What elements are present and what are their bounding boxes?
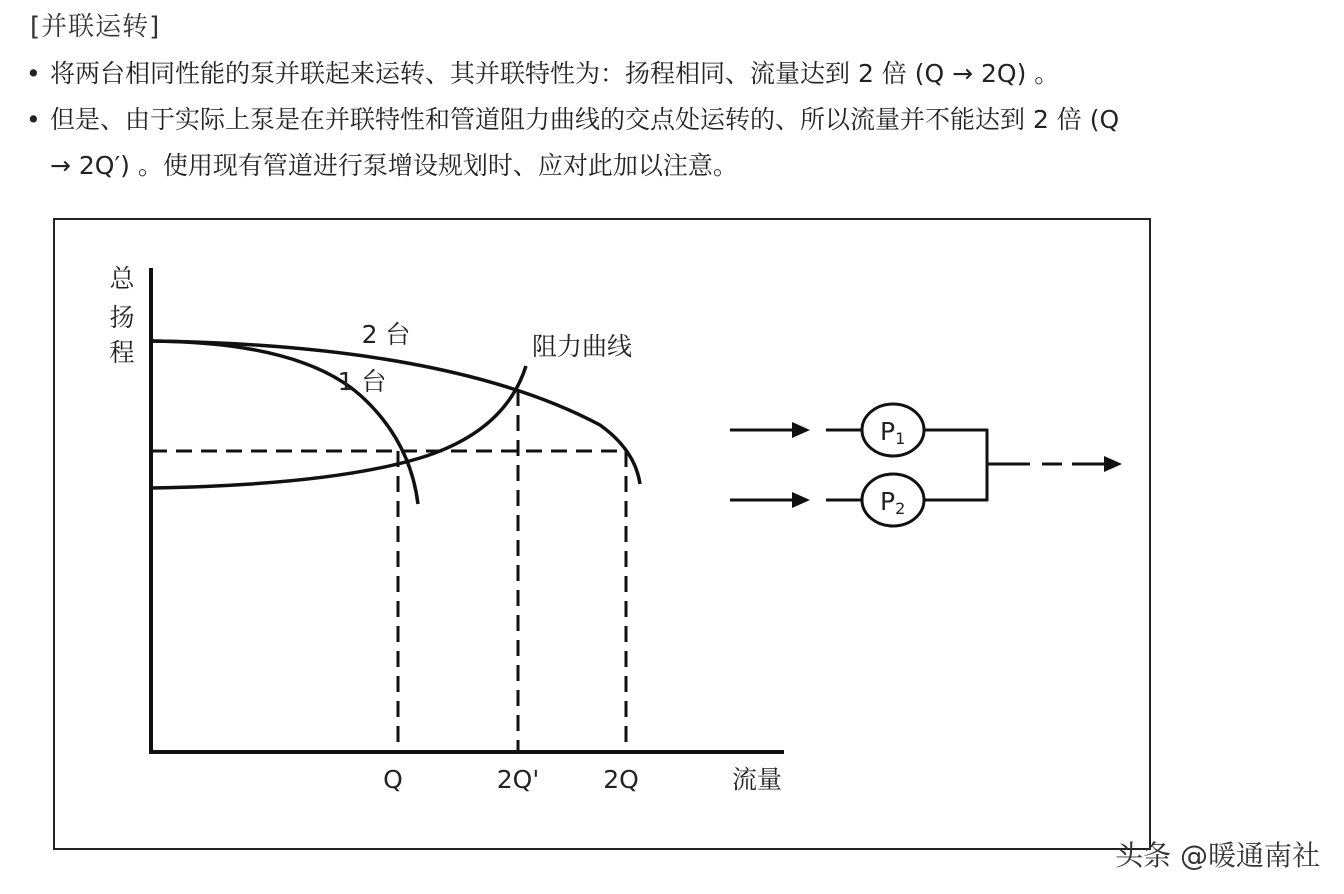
section-title: [并联运转] — [30, 12, 161, 42]
one-pump-curve-label: 1 台 — [337, 367, 387, 396]
y-axis-label-char-2: 扬 — [109, 303, 135, 332]
tick-label-q: Q — [383, 765, 403, 794]
watermark: 头条 @暖通南社 — [1115, 839, 1320, 872]
inlet-arrow-2-icon — [792, 492, 810, 508]
y-axis-label-char-3: 程 — [109, 338, 135, 367]
two-pump-curve — [151, 341, 640, 484]
bullet-dot-icon: • — [26, 105, 41, 134]
tick-label-2q-prime: 2Q' — [496, 765, 540, 794]
bullet-text-2-line-1: 但是、由于实际上泵是在并联特性和管道阻力曲线的交点处运转的、所以流量并不能达到 2 倍 (Q — [50, 105, 1120, 134]
resistance-curve-label: 阻力曲线 — [531, 332, 633, 361]
y-axis-label-char-1: 总 — [109, 264, 135, 293]
x-axis-label: 流量 — [731, 765, 783, 794]
one-pump-curve — [151, 341, 418, 504]
bullet-text-2-line-2: → 2Q′) 。使用现有管道进行泵增设规划时、应对此加以注意。 — [50, 151, 738, 180]
bullet-text-1: 将两台相同性能的泵并联起来运转、其并联特性为：扬程相同、流量达到 2 倍 (Q → 2Q) 。 — [50, 59, 1060, 88]
inlet-arrow-1-icon — [792, 422, 810, 438]
tick-label-2q: 2Q — [603, 765, 639, 794]
diagram-frame — [54, 219, 1150, 849]
pump-2-label: P2 — [880, 487, 906, 518]
two-pump-curve-label: 2 台 — [361, 320, 411, 349]
outlet-arrow-icon — [1104, 456, 1122, 472]
pump-1-label: P1 — [880, 417, 906, 448]
bullet-dot-icon: • — [26, 59, 41, 88]
